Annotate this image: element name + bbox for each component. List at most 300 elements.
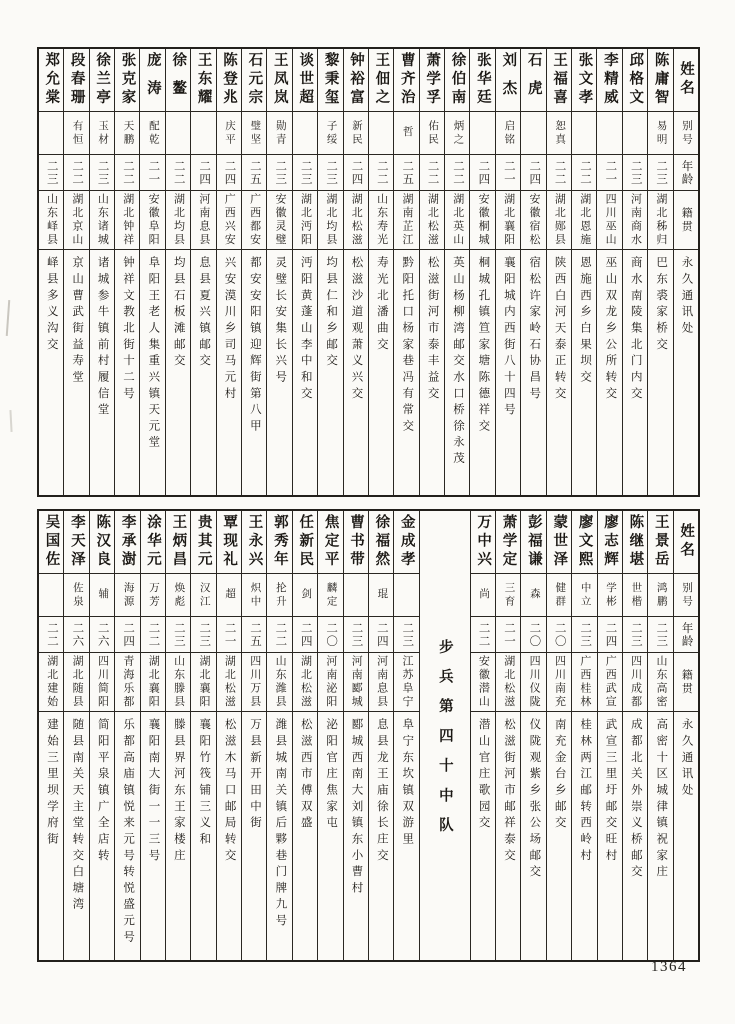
age-cell bbox=[623, 616, 647, 652]
name-cell bbox=[90, 511, 114, 573]
alias-cell bbox=[318, 111, 342, 154]
alias-cell-text: 哲 bbox=[401, 126, 413, 140]
alias-cell bbox=[141, 573, 165, 616]
address-cell-text: 都安安阳镇迎辉街第八甲 bbox=[248, 256, 261, 436]
header-age-cell bbox=[674, 616, 698, 652]
alias-cell bbox=[521, 573, 545, 616]
name-cell bbox=[293, 511, 317, 573]
alias-cell-text: 三育 bbox=[503, 581, 515, 609]
name-cell bbox=[648, 511, 672, 573]
age-cell bbox=[115, 154, 139, 190]
native-place-cell-text: 山东寿光 bbox=[375, 193, 388, 247]
alias-cell bbox=[140, 111, 164, 154]
name-cell-text: 张克家 bbox=[119, 52, 136, 108]
registry-table-top bbox=[37, 47, 700, 497]
entry-column bbox=[495, 511, 520, 960]
name-cell-text: 蒙世泽 bbox=[551, 514, 568, 570]
age-cell-text: 二二 bbox=[172, 159, 185, 186]
name-cell bbox=[39, 511, 63, 573]
age-cell bbox=[39, 154, 63, 190]
native-place-cell bbox=[39, 190, 63, 249]
age-cell bbox=[496, 616, 520, 652]
address-cell-text: 钟祥文教北街十二号 bbox=[121, 256, 134, 403]
name-cell-text: 曹齐治 bbox=[398, 52, 415, 108]
name-cell-text: 廖文熙 bbox=[576, 514, 593, 570]
name-cell bbox=[572, 511, 596, 573]
name-cell-text: 萧学孚 bbox=[424, 52, 441, 108]
alias-cell-text: 天鹏 bbox=[122, 119, 134, 147]
native-place-cell bbox=[64, 652, 88, 711]
native-place-cell bbox=[547, 652, 571, 711]
address-cell-text: 襄阳城内西街八十四号 bbox=[502, 256, 515, 420]
age-cell-text: 二五 bbox=[248, 621, 261, 648]
header-address-cell-text: 永久通讯处 bbox=[680, 718, 693, 800]
name-cell bbox=[242, 511, 266, 573]
address-cell-text: 沔阳黄蓬山李中和交 bbox=[299, 256, 312, 403]
native-place-cell-text: 安徽灵璧 bbox=[274, 193, 287, 247]
alias-cell bbox=[242, 111, 266, 154]
alias-cell-text: 中立 bbox=[579, 581, 591, 609]
alias-cell bbox=[623, 573, 647, 616]
name-cell bbox=[547, 511, 571, 573]
name-cell-text: 李天泽 bbox=[68, 514, 85, 570]
native-place-cell-text: 河南息县 bbox=[197, 193, 210, 247]
native-place-cell bbox=[115, 190, 139, 249]
name-cell-text: 郭秀年 bbox=[271, 514, 288, 570]
age-cell-text: 二三 bbox=[172, 621, 185, 648]
header-alias-cell bbox=[674, 111, 698, 154]
name-cell bbox=[471, 511, 495, 573]
native-place-cell-text: 湖北随县 bbox=[71, 655, 84, 709]
native-place-cell-text: 湖北沔阳 bbox=[299, 193, 312, 247]
alias-cell bbox=[90, 573, 114, 616]
name-cell-text: 陈继堪 bbox=[627, 514, 644, 570]
unit-divider-column bbox=[419, 511, 470, 960]
native-place-cell-text: 湖北襄阳 bbox=[502, 193, 515, 247]
address-cell-text: 恩施西乡白果坝交 bbox=[578, 256, 591, 387]
age-cell bbox=[191, 616, 215, 652]
address-cell bbox=[572, 711, 596, 960]
alias-cell-text: 炳之 bbox=[452, 119, 464, 147]
name-cell-text: 任新民 bbox=[297, 514, 314, 570]
address-cell-text: 乐都高庙镇悦来元号转悦盛元号 bbox=[122, 718, 135, 947]
age-cell-text: 二二 bbox=[45, 621, 58, 648]
address-cell-text: 巫山双龙乡公所转交 bbox=[604, 256, 617, 403]
address-cell bbox=[217, 711, 241, 960]
age-cell bbox=[318, 616, 342, 652]
name-cell-text: 王凤岚 bbox=[271, 52, 288, 108]
native-place-cell-text: 安徽潜山 bbox=[477, 655, 490, 709]
address-cell bbox=[623, 249, 647, 495]
alias-cell bbox=[217, 573, 241, 616]
age-cell bbox=[166, 616, 190, 652]
alias-cell-text: 森 bbox=[528, 588, 540, 602]
name-cell bbox=[267, 511, 291, 573]
header-native-place-cell-text: 籍贯 bbox=[680, 206, 693, 234]
name-cell-text: 吴国佐 bbox=[43, 514, 60, 570]
address-cell-text: 松滋沙道观萧义兴交 bbox=[350, 256, 363, 403]
age-cell-text: 二五 bbox=[401, 159, 414, 186]
address-cell-text: 郾城西南大刘镇东小曹村 bbox=[350, 718, 363, 898]
page-number: 1364 bbox=[651, 959, 687, 975]
alias-cell-text: 子绥 bbox=[325, 119, 337, 147]
age-cell-text: 二二 bbox=[147, 621, 160, 648]
age-cell bbox=[496, 154, 520, 190]
age-cell bbox=[394, 154, 418, 190]
name-cell bbox=[420, 49, 444, 111]
address-cell-text: 建始三里坝学府街 bbox=[45, 718, 58, 849]
native-place-cell bbox=[267, 652, 291, 711]
age-cell-text: 二五 bbox=[248, 159, 261, 186]
alias-cell-text: 鸿鹏 bbox=[655, 581, 667, 609]
address-cell bbox=[39, 249, 63, 495]
entry-column bbox=[419, 49, 444, 495]
alias-cell bbox=[471, 573, 495, 616]
entry-column bbox=[317, 511, 342, 960]
native-place-cell bbox=[521, 190, 545, 249]
address-cell-text: 松滋街河市邮祥泰交 bbox=[502, 718, 515, 865]
address-cell bbox=[445, 249, 469, 495]
alias-cell bbox=[598, 573, 622, 616]
name-cell bbox=[293, 49, 317, 111]
entry-column bbox=[393, 511, 418, 960]
address-cell-text: 泌阳官庄焦家屯 bbox=[325, 718, 338, 833]
native-place-cell bbox=[318, 652, 342, 711]
alias-cell bbox=[293, 111, 317, 154]
name-cell bbox=[64, 511, 88, 573]
name-cell-text: 王永兴 bbox=[246, 514, 263, 570]
alias-cell bbox=[191, 111, 215, 154]
address-cell-text: 南充金台乡邮交 bbox=[553, 718, 566, 833]
alias-cell-text: 辅 bbox=[97, 588, 109, 602]
name-cell bbox=[445, 49, 469, 111]
age-cell bbox=[115, 616, 139, 652]
age-cell bbox=[90, 154, 114, 190]
header-address-cell-text: 永久通讯处 bbox=[680, 256, 693, 338]
name-cell bbox=[521, 49, 545, 111]
native-place-cell bbox=[191, 652, 215, 711]
native-place-cell-text: 湖北襄阳 bbox=[147, 655, 160, 709]
address-cell-text: 诸城参牛镇前村履信堂 bbox=[96, 256, 109, 420]
address-cell bbox=[547, 249, 571, 495]
native-place-cell bbox=[648, 190, 672, 249]
age-cell bbox=[394, 616, 418, 652]
native-place-cell-text: 四川万县 bbox=[248, 655, 261, 709]
address-cell bbox=[242, 711, 266, 960]
name-cell bbox=[394, 511, 418, 573]
age-cell-text: 二三 bbox=[274, 159, 287, 186]
age-cell-text: 二三 bbox=[325, 159, 338, 186]
address-cell bbox=[318, 711, 342, 960]
name-cell-text: 郑允棠 bbox=[43, 52, 60, 108]
age-cell bbox=[267, 616, 291, 652]
native-place-cell-text: 湖北均县 bbox=[324, 193, 337, 247]
alias-cell-text: 超 bbox=[224, 588, 236, 602]
name-cell-text: 陈登兆 bbox=[221, 52, 238, 108]
native-place-cell-text: 湖北松滋 bbox=[299, 655, 312, 709]
age-cell-text: 二二 bbox=[71, 159, 84, 186]
alias-cell bbox=[648, 111, 672, 154]
age-cell bbox=[90, 616, 114, 652]
age-cell bbox=[470, 154, 494, 190]
age-cell-text: 二二 bbox=[553, 159, 566, 186]
native-place-cell bbox=[471, 652, 495, 711]
address-cell bbox=[293, 711, 317, 960]
name-cell bbox=[648, 49, 672, 111]
header-address-cell bbox=[674, 711, 698, 960]
native-place-cell-text: 四川南充 bbox=[553, 655, 566, 709]
native-place-cell bbox=[572, 652, 596, 711]
header-alias-cell-text: 别号 bbox=[681, 119, 693, 147]
age-cell-text: 二一 bbox=[604, 159, 617, 186]
header-name-cell bbox=[674, 49, 698, 111]
name-cell bbox=[369, 511, 393, 573]
native-place-cell bbox=[445, 190, 469, 249]
native-place-cell-text: 湖北均县 bbox=[172, 193, 185, 247]
entry-column bbox=[368, 511, 393, 960]
alias-cell-text: 尚 bbox=[478, 588, 490, 602]
native-place-cell bbox=[496, 190, 520, 249]
entry-column bbox=[520, 511, 545, 960]
age-cell bbox=[166, 154, 190, 190]
age-cell bbox=[318, 154, 342, 190]
header-alias-cell bbox=[674, 573, 698, 616]
alias-cell bbox=[623, 111, 647, 154]
alias-cell bbox=[166, 573, 190, 616]
name-cell bbox=[623, 49, 647, 111]
address-cell-text: 潜山官庄歌园交 bbox=[477, 718, 490, 833]
alias-cell-text: 焕彪 bbox=[173, 581, 185, 609]
alias-cell bbox=[648, 573, 672, 616]
address-cell-text: 桂林两江邮转西岭村 bbox=[579, 718, 592, 865]
native-place-cell-text: 四川简阳 bbox=[96, 655, 109, 709]
address-cell-text: 桐城孔镇笪家塘陈德祥交 bbox=[477, 256, 490, 436]
alias-cell-text: 玉材 bbox=[97, 119, 109, 147]
age-cell-text: 二六 bbox=[71, 621, 84, 648]
name-cell-text: 刘杰 bbox=[500, 51, 517, 109]
address-cell-text: 阜宁东坎镇双游里 bbox=[401, 718, 414, 849]
age-cell-text: 二六 bbox=[96, 621, 109, 648]
alias-cell bbox=[445, 111, 469, 154]
age-cell bbox=[191, 154, 215, 190]
name-cell-text: 徐福然 bbox=[373, 514, 390, 570]
alias-cell bbox=[293, 573, 317, 616]
age-cell bbox=[344, 616, 368, 652]
alias-cell-text: 有恒 bbox=[71, 119, 83, 147]
age-cell-text: 二〇 bbox=[553, 621, 566, 648]
age-cell bbox=[242, 154, 266, 190]
native-place-cell bbox=[166, 652, 190, 711]
entry-column bbox=[63, 49, 88, 495]
entry-column bbox=[469, 49, 494, 495]
age-cell bbox=[648, 616, 672, 652]
entry-column bbox=[596, 49, 621, 495]
address-cell-text: 陕西白河天泰正转交 bbox=[553, 256, 566, 403]
age-cell-text: 二二 bbox=[426, 159, 439, 186]
alias-cell-text: 抡升 bbox=[274, 581, 286, 609]
alias-cell-text: 万芳 bbox=[147, 581, 159, 609]
native-place-cell bbox=[267, 190, 291, 249]
address-cell-text: 息县夏兴镇邮交 bbox=[198, 256, 211, 371]
alias-cell-text: 佐泉 bbox=[71, 581, 83, 609]
alias-cell bbox=[572, 111, 596, 154]
address-cell bbox=[90, 711, 114, 960]
name-cell-text: 覃现礼 bbox=[221, 514, 238, 570]
age-cell bbox=[293, 154, 317, 190]
alias-cell bbox=[547, 111, 571, 154]
unit-divider-label: 步兵第四十中队 bbox=[436, 639, 453, 848]
name-cell-text: 李承澍 bbox=[119, 514, 136, 570]
address-cell bbox=[623, 711, 647, 960]
native-place-cell-text: 广西桂林 bbox=[578, 655, 591, 709]
age-cell-text: 二三 bbox=[579, 621, 592, 648]
name-cell bbox=[191, 49, 215, 111]
entry-column bbox=[546, 49, 571, 495]
entry-column bbox=[140, 511, 165, 960]
address-cell bbox=[141, 711, 165, 960]
native-place-cell bbox=[470, 190, 494, 249]
name-cell-text: 徐伯南 bbox=[449, 52, 466, 108]
alias-cell bbox=[64, 573, 88, 616]
entry-column bbox=[190, 511, 215, 960]
age-cell-text: 二二 bbox=[477, 621, 490, 648]
address-cell bbox=[521, 711, 545, 960]
native-place-cell bbox=[293, 190, 317, 249]
name-cell-text: 张华廷 bbox=[474, 52, 491, 108]
address-cell bbox=[318, 249, 342, 495]
name-cell-text: 王佃之 bbox=[373, 52, 390, 108]
scan-artifact bbox=[9, 410, 12, 432]
alias-cell bbox=[521, 111, 545, 154]
header-age-cell-text: 年龄 bbox=[680, 159, 693, 186]
native-place-cell bbox=[242, 652, 266, 711]
age-cell-text: 二一 bbox=[147, 159, 160, 186]
age-cell bbox=[141, 616, 165, 652]
address-cell-text: 随县南关天主堂转交白塘湾 bbox=[71, 718, 84, 914]
address-cell bbox=[166, 249, 190, 495]
age-cell-text: 二四 bbox=[299, 621, 312, 648]
header-address-cell bbox=[674, 249, 698, 495]
name-cell-text: 金成孝 bbox=[398, 514, 415, 570]
age-cell bbox=[598, 616, 622, 652]
age-cell-text: 二四 bbox=[375, 621, 388, 648]
native-place-cell bbox=[572, 190, 596, 249]
age-cell bbox=[217, 154, 241, 190]
alias-cell bbox=[90, 111, 114, 154]
age-cell-text: 二二 bbox=[274, 621, 287, 648]
address-cell bbox=[293, 249, 317, 495]
alias-cell bbox=[496, 573, 520, 616]
age-cell bbox=[420, 154, 444, 190]
alias-cell bbox=[369, 573, 393, 616]
address-cell bbox=[648, 711, 672, 960]
entry-column bbox=[39, 511, 63, 960]
age-cell bbox=[344, 154, 368, 190]
age-cell-text: 二〇 bbox=[325, 621, 338, 648]
name-cell bbox=[623, 511, 647, 573]
age-cell-text: 二二 bbox=[578, 159, 591, 186]
alias-cell-text: 庆平 bbox=[224, 119, 236, 147]
age-cell-text: 二一 bbox=[502, 621, 515, 648]
native-place-cell bbox=[369, 652, 393, 711]
age-cell-text: 二二 bbox=[121, 159, 134, 186]
name-cell bbox=[521, 511, 545, 573]
name-cell bbox=[267, 49, 291, 111]
name-cell bbox=[598, 511, 622, 573]
age-cell bbox=[369, 616, 393, 652]
entry-column bbox=[571, 49, 596, 495]
native-place-cell-text: 湖北钟祥 bbox=[121, 193, 134, 247]
native-place-cell-text: 四川仪陇 bbox=[528, 655, 541, 709]
age-cell bbox=[547, 154, 571, 190]
address-cell-text: 息县龙王庙徐长庄交 bbox=[375, 718, 388, 865]
native-place-cell bbox=[191, 190, 215, 249]
address-cell bbox=[115, 249, 139, 495]
name-cell-text: 徐鳌 bbox=[170, 51, 187, 109]
native-place-cell-text: 湖南芷江 bbox=[401, 193, 413, 247]
native-place-cell-text: 安徽宿松 bbox=[527, 193, 540, 247]
age-cell bbox=[521, 616, 545, 652]
entry-column bbox=[368, 49, 393, 495]
native-place-cell-text: 湖北京山 bbox=[70, 193, 83, 247]
name-cell-text: 陈汉良 bbox=[94, 514, 111, 570]
age-cell-text: 二〇 bbox=[528, 621, 541, 648]
address-cell-text: 襄阳南大街一一三号 bbox=[147, 718, 160, 865]
name-cell bbox=[344, 511, 368, 573]
alias-cell-text: 海源 bbox=[122, 581, 134, 609]
address-cell-text: 商水南陵集北门内交 bbox=[629, 256, 642, 403]
address-cell bbox=[344, 249, 368, 495]
alias-cell bbox=[115, 111, 139, 154]
age-cell bbox=[471, 616, 495, 652]
age-cell bbox=[267, 154, 291, 190]
name-cell-text: 石元宗 bbox=[246, 52, 263, 108]
age-cell bbox=[293, 616, 317, 652]
entry-column bbox=[39, 49, 63, 495]
native-place-cell-text: 湖北松滋 bbox=[426, 193, 439, 247]
native-place-cell-text: 广西武宣 bbox=[604, 655, 617, 709]
name-cell-text: 贵其元 bbox=[195, 514, 212, 570]
alias-cell bbox=[39, 573, 63, 616]
age-cell-text: 二四 bbox=[528, 159, 541, 186]
header-native-place-cell bbox=[674, 652, 698, 711]
entry-column bbox=[266, 511, 291, 960]
age-cell-text: 二四 bbox=[350, 159, 363, 186]
name-cell-text: 王东耀 bbox=[195, 52, 212, 108]
alias-cell-text: 世楷 bbox=[630, 581, 642, 609]
native-place-cell-text: 青海乐都 bbox=[121, 655, 134, 709]
native-place-cell-text: 湖北郧县 bbox=[553, 193, 566, 247]
native-place-cell bbox=[141, 652, 165, 711]
name-cell bbox=[191, 511, 215, 573]
alias-cell bbox=[394, 111, 418, 154]
alias-cell-text: 琨 bbox=[376, 588, 388, 602]
address-cell bbox=[140, 249, 164, 495]
age-cell bbox=[64, 154, 88, 190]
age-cell bbox=[521, 154, 545, 190]
native-place-cell bbox=[597, 190, 621, 249]
age-cell-text: 二三 bbox=[299, 159, 312, 186]
alias-cell-text: 新民 bbox=[350, 119, 362, 147]
name-cell bbox=[470, 49, 494, 111]
address-cell bbox=[521, 249, 545, 495]
alias-cell-text: 璧坚 bbox=[249, 119, 261, 147]
name-cell-text: 焦定平 bbox=[322, 514, 339, 570]
header-age-cell-text: 年龄 bbox=[680, 621, 693, 648]
age-cell-text: 二二 bbox=[452, 159, 465, 186]
entry-column bbox=[292, 49, 317, 495]
age-cell-text: 二四 bbox=[223, 159, 236, 186]
